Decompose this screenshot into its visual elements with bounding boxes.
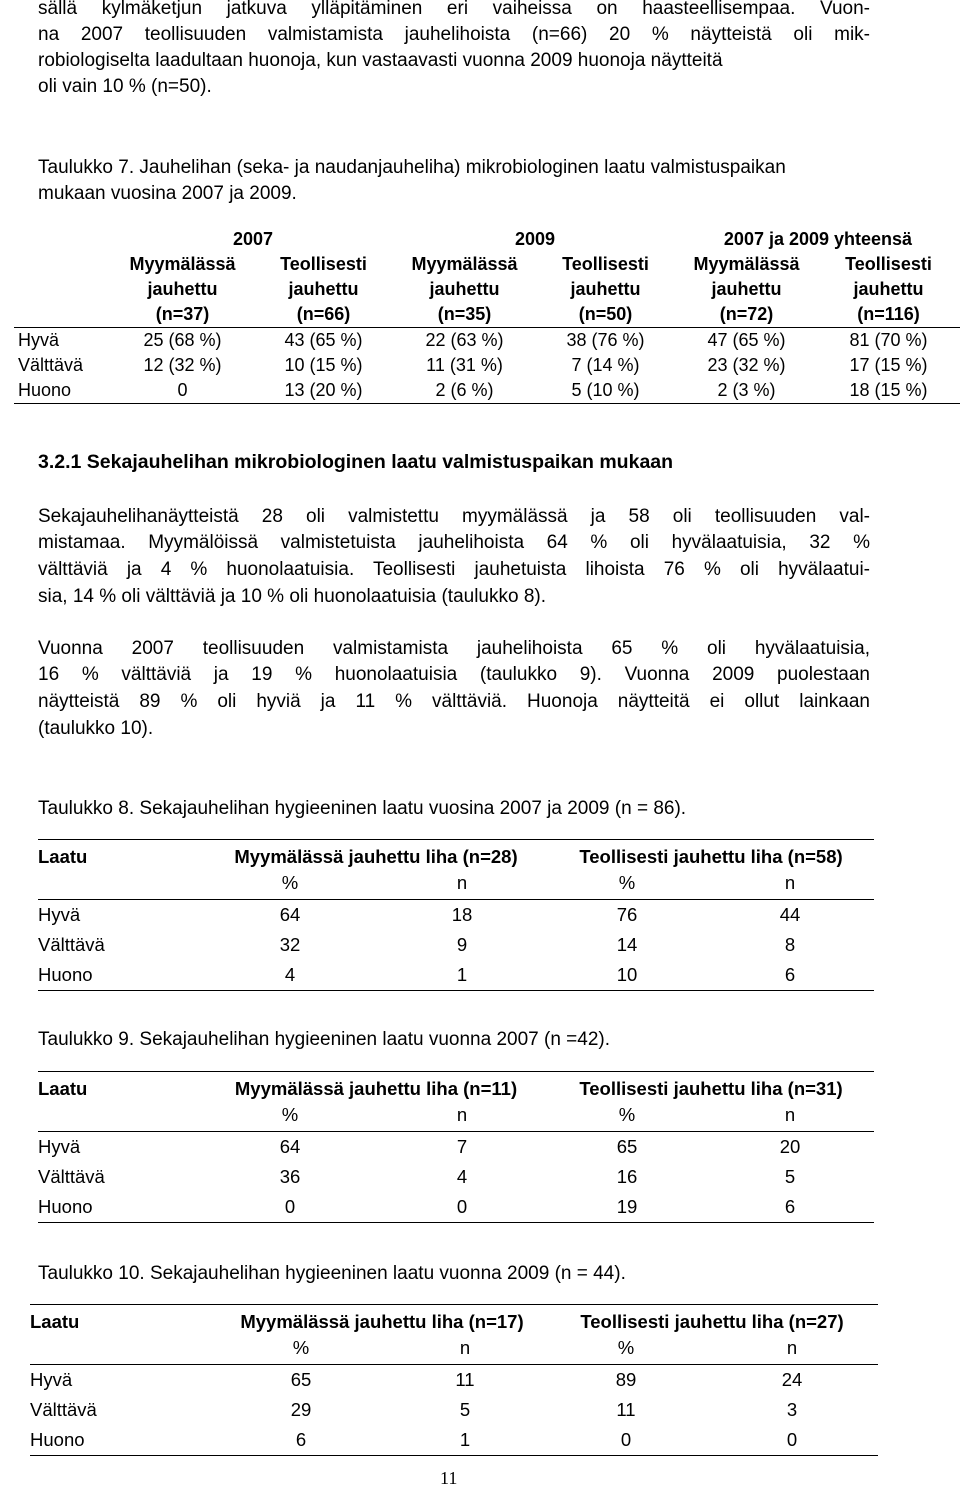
- table-cell: 0: [546, 1425, 706, 1456]
- table-cell: 11: [616, 1399, 636, 1420]
- table8-group-2: Teollisesti jauhettu liha (n=58): [548, 840, 874, 871]
- table7-col-title: Myymälässä: [411, 254, 518, 274]
- table10-sub: n: [384, 1335, 546, 1365]
- table7-col-title: Teollisesti: [280, 254, 367, 274]
- table-cell: 18: [451, 904, 473, 925]
- table7-col-title: Teollisesti: [845, 254, 932, 274]
- table9: [38, 1071, 874, 1223]
- table-cell: 38 (76 %): [566, 330, 645, 350]
- table8-sub: %: [548, 870, 706, 900]
- table-cell: 0: [376, 1192, 548, 1223]
- table-cell: 65: [290, 1369, 312, 1390]
- table-cell: 81 (70 %): [849, 330, 928, 350]
- table-row: [38, 1162, 874, 1192]
- table-cell: 10: [548, 960, 706, 991]
- table10-caption: Taulukko 10. Sekajauhelihan hygieeninen laatu vuonna 2009 (n = 44).: [38, 1263, 626, 1284]
- table7-corner: [14, 277, 112, 302]
- para2-line-3: näytteistä 89 % oli hyviä ja 11 % välttäviä. Huonoja näytteitä ei ollut lainkaan: [38, 691, 870, 712]
- table-row: [38, 960, 874, 991]
- table-cell: 12 (32 %): [143, 355, 222, 375]
- table-cell: 20: [779, 1136, 801, 1157]
- row-label: Huono: [30, 1425, 218, 1456]
- table-cell: 44: [779, 904, 801, 925]
- table7-col-n: (n=37): [112, 302, 253, 328]
- para2-line-4: (taulukko 10).: [38, 718, 154, 739]
- para2-line-2: 16 % välttäviä ja 19 % huonolaatuisia (taulukko 9). Vuonna 2009 puolestaan: [38, 664, 870, 685]
- table-row: [30, 1365, 878, 1396]
- table-cell: 24: [781, 1369, 803, 1390]
- table7-col-sub: jauhettu: [711, 279, 782, 299]
- table-cell: 64: [279, 904, 301, 925]
- table-cell: 4: [456, 1166, 468, 1187]
- table8-sub: n: [376, 870, 548, 900]
- row-label: Hyvä: [38, 1136, 81, 1157]
- table7-col-title: Myymälässä: [129, 254, 236, 274]
- table-row: [38, 900, 874, 931]
- table10-sub: n: [706, 1335, 878, 1365]
- table-cell: 64: [279, 1136, 301, 1157]
- table7-col-n: (n=66): [253, 302, 394, 328]
- table10-col-label: Laatu: [30, 1305, 218, 1336]
- row-label: Välttävä: [30, 1399, 97, 1420]
- table9-sub: n: [706, 1102, 874, 1132]
- intro-line-4: oli vain 10 % (n=50).: [38, 76, 212, 97]
- section-heading: 3.2.1 Sekajauhelihan mikrobiologinen laatu valmistuspaikan mukaan: [38, 451, 674, 473]
- table-row: [38, 930, 874, 960]
- table7-corner: [14, 227, 112, 252]
- row-label: Hyvä: [38, 904, 81, 925]
- table-cell: 2 (3 %): [676, 378, 817, 404]
- table-cell: 0: [112, 378, 253, 404]
- table7-group-2009: 2009: [514, 229, 556, 249]
- table8-caption: Taulukko 8. Sekajauhelihan hygieeninen laatu vuosina 2007 ja 2009 (n = 86).: [38, 798, 687, 819]
- table-cell: 13 (20 %): [253, 378, 394, 404]
- table7-col-sub: jauhettu: [570, 279, 641, 299]
- table-cell: 0: [706, 1425, 878, 1456]
- table10-group-2: Teollisesti jauhettu liha (n=27): [546, 1305, 878, 1336]
- table9-sub: n: [376, 1102, 548, 1132]
- table-cell: 11: [455, 1369, 475, 1390]
- table10-sub: %: [218, 1335, 384, 1365]
- table-cell: 19: [548, 1192, 706, 1223]
- row-label: Huono: [14, 378, 112, 404]
- table7-col-sub: jauhettu: [147, 279, 218, 299]
- table-cell: 6: [706, 960, 874, 991]
- table8-sub: n: [706, 870, 874, 900]
- table-row: [30, 1395, 878, 1425]
- table-row: [38, 1132, 874, 1163]
- table-cell: 25 (68 %): [143, 330, 222, 350]
- table10-group-1: Myymälässä jauhettu liha (n=17): [218, 1305, 546, 1336]
- table9-caption: Taulukko 9. Sekajauhelihan hygieeninen laatu vuonna 2007 (n =42).: [38, 1029, 611, 1050]
- table8-sub: %: [204, 870, 376, 900]
- table-cell: 7: [456, 1136, 468, 1157]
- intro-line-3: robiologiselta laadultaan huonoja, kun vastaavasti vuonna 2009 huonoja näytteitä: [38, 50, 723, 71]
- table-row: [38, 1192, 874, 1223]
- table-row: [14, 328, 960, 354]
- page-number: 11: [440, 1468, 458, 1488]
- table8-col-label: Laatu: [38, 840, 204, 871]
- table-cell: 4: [204, 960, 376, 991]
- para1-line-2: mistamaa. Myymälöissä valmistetuista jauhelihoista 64 % oli hyvälaatuisia, 32 %: [38, 532, 870, 553]
- row-label: Huono: [38, 1192, 204, 1223]
- table-cell: 5: [459, 1399, 471, 1420]
- table8-group-1: Myymälässä jauhettu liha (n=28): [204, 840, 548, 871]
- table7-corner: [14, 302, 112, 328]
- intro-line-1: sällä kylmäketjun jatkuva ylläpitäminen eri vaiheissa on haasteellisempaa. Vuon-: [38, 0, 870, 19]
- table7-caption-line-2: mukaan vuosina 2007 ja 2009.: [38, 183, 297, 204]
- table7-col-n: (n=35): [394, 302, 535, 328]
- table-row: [14, 378, 960, 404]
- table-cell: 11 (31 %): [426, 355, 503, 375]
- table10-sub: %: [546, 1335, 706, 1365]
- table-cell: 36: [279, 1166, 301, 1187]
- table7-col-n: (n=116): [817, 302, 960, 328]
- table7-col-title: Myymälässä: [693, 254, 800, 274]
- table-cell: 23 (32 %): [707, 355, 786, 375]
- table-cell: 6: [218, 1425, 384, 1456]
- para1-line-1: Sekajauhelihanäytteistä 28 oli valmistettu myymälässä ja 58 oli teollisuuden val-: [38, 506, 870, 527]
- table-row: [30, 1425, 878, 1456]
- table10: [30, 1304, 878, 1456]
- row-label: Huono: [38, 960, 204, 991]
- row-label: Hyvä: [30, 1369, 73, 1390]
- para2-line-1: Vuonna 2007 teollisuuden valmistamista jauhelihoista 65 % oli hyvälaatuisia,: [38, 638, 870, 659]
- row-label: Välttävä: [38, 1166, 105, 1187]
- table-cell: 1: [384, 1425, 546, 1456]
- table-cell: 7 (14 %): [571, 355, 640, 375]
- table-cell: 10 (15 %): [284, 355, 363, 375]
- table7-col-n: (n=72): [676, 302, 817, 328]
- row-label: Hyvä: [18, 330, 60, 350]
- table-cell: 16: [616, 1166, 638, 1187]
- table-row: [14, 353, 960, 378]
- intro-line-2: na 2007 teollisuuden valmistamista jauhelihoista (n=66) 20 % näytteistä oli mik-: [38, 24, 870, 45]
- table7-col-sub: jauhettu: [288, 279, 359, 299]
- table7: [14, 227, 960, 404]
- table7-col-title: Teollisesti: [562, 254, 649, 274]
- table7-col-n: (n=50): [535, 302, 676, 328]
- table9-sub: %: [548, 1102, 706, 1132]
- table-cell: 0: [204, 1192, 376, 1223]
- table8: [38, 839, 874, 991]
- table7-caption-line-1: Taulukko 7. Jauhelihan (seka- ja naudanjauheliha) mikrobiologinen laatu valmistuspaikan: [38, 157, 786, 178]
- table9-group-1: Myymälässä jauhettu liha (n=11): [204, 1072, 548, 1103]
- table-cell: 65: [616, 1136, 638, 1157]
- table7-corner: [14, 252, 112, 277]
- para1-line-4: sia, 14 % oli välttäviä ja 10 % oli huonolaatuisia (taulukko 8).: [38, 586, 547, 607]
- table-cell: 29: [290, 1399, 312, 1420]
- table-cell: 3: [786, 1399, 798, 1420]
- table9-sub: %: [204, 1102, 376, 1132]
- table-cell: 18 (15 %): [817, 378, 960, 404]
- table-cell: 89: [615, 1369, 637, 1390]
- table7-group-2007: 2007: [232, 229, 274, 249]
- table9-col-label: Laatu: [38, 1072, 204, 1103]
- table-cell: 9: [456, 934, 468, 955]
- table-cell: 76: [616, 904, 638, 925]
- table-cell: 5 (10 %): [535, 378, 676, 404]
- table-cell: 32: [279, 934, 301, 955]
- table-cell: 14: [616, 934, 638, 955]
- table-cell: 43 (65 %): [284, 330, 363, 350]
- table-cell: 17 (15 %): [849, 355, 928, 375]
- table-cell: 47 (65 %): [707, 330, 786, 350]
- row-label: Välttävä: [38, 934, 105, 955]
- table-cell: 1: [376, 960, 548, 991]
- table-cell: 8: [784, 934, 796, 955]
- table-cell: 2 (6 %): [394, 378, 535, 404]
- table-cell: 5: [784, 1166, 796, 1187]
- para1-line-3: välttäviä ja 4 % huonolaatuisia. Teollisesti jauhetuista lihoista 76 % oli hyvälaatui-: [38, 559, 870, 580]
- table9-group-2: Teollisesti jauhettu liha (n=31): [548, 1072, 874, 1103]
- row-label: Välttävä: [18, 355, 84, 375]
- table7-col-sub: jauhettu: [853, 279, 924, 299]
- table7-group-total: 2007 ja 2009 yhteensä: [723, 229, 913, 249]
- table7-col-sub: jauhettu: [429, 279, 500, 299]
- table-cell: 22 (63 %): [425, 330, 504, 350]
- table-cell: 6: [706, 1192, 874, 1223]
